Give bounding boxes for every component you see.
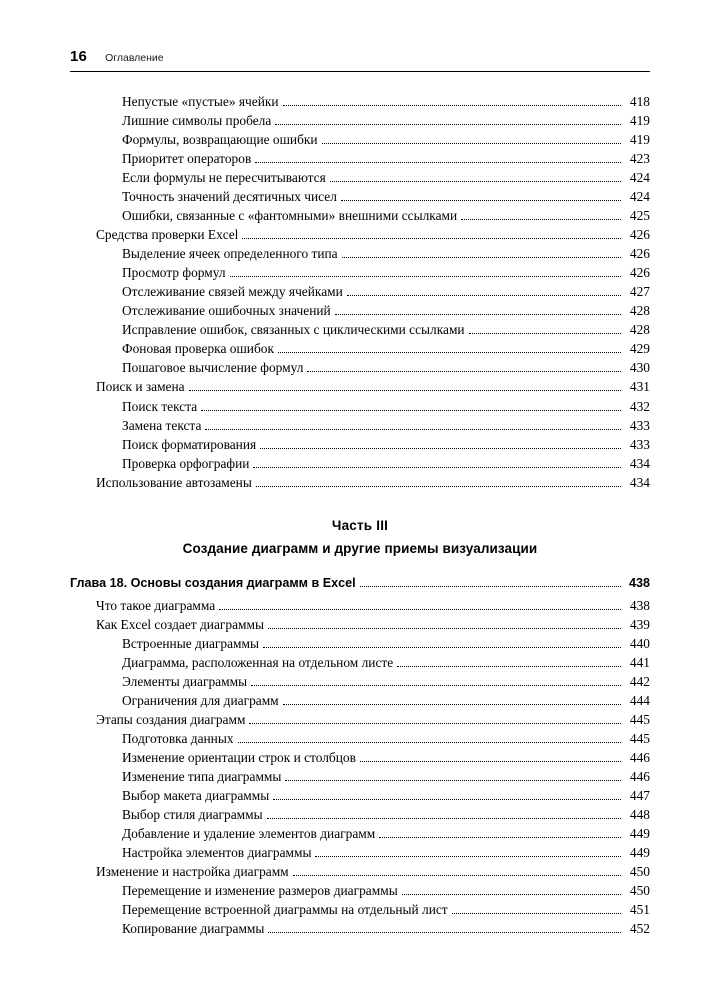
toc-entry[interactable] xyxy=(70,596,650,615)
leader-dots xyxy=(347,294,621,296)
leader-dots xyxy=(285,779,621,781)
leader-dots xyxy=(256,485,621,487)
toc-entry-label: Изменение типа диаграммы xyxy=(122,768,282,784)
leader-dots xyxy=(342,256,621,258)
toc-entry-label: Замена текста xyxy=(122,417,202,433)
toc-entry[interactable] xyxy=(70,454,650,473)
toc-entry[interactable] xyxy=(70,729,650,748)
toc-entry-label: Формулы, возвращающие ошибки xyxy=(122,132,318,148)
toc-entry-label: Поиск форматирования xyxy=(122,436,257,452)
toc-entry-page: 419 xyxy=(629,113,650,129)
toc-entry[interactable] xyxy=(70,710,650,729)
toc-entry-label: Поиск и замена xyxy=(96,379,185,395)
toc-entry-page: 446 xyxy=(629,749,650,765)
toc-entry-label: Что такое диаграмма xyxy=(96,597,216,613)
toc-entry-page: 433 xyxy=(629,417,650,433)
toc-list-bottom xyxy=(70,596,650,939)
leader-dots xyxy=(273,798,621,800)
leader-dots xyxy=(251,684,621,686)
toc-entry-page: 425 xyxy=(629,208,650,224)
toc-entry[interactable] xyxy=(70,282,650,301)
toc-entry-page: 447 xyxy=(629,787,650,803)
toc-entry-label: Ошибки, связанные с «фантомными» внешними ссылками xyxy=(122,208,458,224)
toc-entry[interactable] xyxy=(70,111,650,130)
leader-dots xyxy=(335,313,621,315)
page-number: 16 xyxy=(70,48,88,65)
toc-entry-page: 439 xyxy=(629,616,650,632)
toc-entry[interactable] xyxy=(70,416,650,435)
toc-entry-label: Выделение ячеек определенного типа xyxy=(122,246,338,262)
leader-dots xyxy=(219,608,621,610)
leader-dots xyxy=(315,855,621,857)
toc-entry-label: Подготовка данных xyxy=(122,730,234,746)
toc-entry[interactable] xyxy=(70,244,650,263)
leader-dots xyxy=(402,893,621,895)
toc-entry-page: 431 xyxy=(629,379,650,395)
toc-entry-label: Как Excel создает диаграммы xyxy=(96,616,264,632)
toc-entry-label: Выбор стиля диаграммы xyxy=(122,807,263,822)
toc-entry-label: Использование автозамены xyxy=(96,474,252,490)
toc-entry[interactable] xyxy=(70,397,650,416)
leader-dots xyxy=(307,370,621,372)
leader-dots xyxy=(249,722,621,724)
leader-dots xyxy=(267,817,621,819)
toc-entry-page: 432 xyxy=(629,398,650,414)
toc-entry[interactable] xyxy=(70,130,650,149)
toc-entry-page: 452 xyxy=(629,921,650,937)
part-number: Часть III xyxy=(331,517,389,533)
toc-entry-page: 428 xyxy=(629,303,650,319)
leader-dots xyxy=(330,180,621,182)
toc-entry-page: 423 xyxy=(629,151,650,167)
toc-entry[interactable] xyxy=(70,748,650,767)
toc-entry-label: Лишние символы пробела xyxy=(122,113,272,129)
toc-entry-page: 438 xyxy=(629,597,650,613)
toc-entry-page: 450 xyxy=(629,864,650,880)
toc-entry[interactable] xyxy=(70,225,650,244)
toc-list-bottom-wrap xyxy=(70,576,650,939)
toc-entry-page: 424 xyxy=(629,189,650,205)
toc-entry-page: 424 xyxy=(629,170,650,186)
toc-entry-page: 427 xyxy=(629,284,650,300)
toc-entry-label: Перемещение встроенной диаграммы на отдельный лист xyxy=(122,902,448,918)
toc-entry[interactable] xyxy=(70,358,650,377)
toc-entry-label: Добавление и удаление элементов диаграмм xyxy=(122,826,376,842)
toc-entry-label: Диаграмма, расположенная на отдельном листе xyxy=(122,654,394,670)
toc-entry-label: Выбор макета диаграммы xyxy=(122,787,270,803)
leader-dots xyxy=(201,409,621,411)
toc-entry-label: Поиск текста xyxy=(122,398,198,414)
toc-entry[interactable] xyxy=(70,862,650,881)
chapter-label: Глава 18. Основы создания диаграмм в Excel xyxy=(70,575,356,590)
toc-entry[interactable] xyxy=(70,187,650,206)
toc-entry-page: 449 xyxy=(629,845,650,861)
header-divider xyxy=(70,71,650,72)
leader-dots xyxy=(253,466,621,468)
leader-dots xyxy=(260,447,621,449)
toc-entry-label: Отслеживание связей между ячейками xyxy=(122,284,343,300)
toc-entry-page: 426 xyxy=(629,246,650,262)
leader-dots xyxy=(275,123,621,125)
toc-entry[interactable] xyxy=(70,786,650,805)
toc-entry-label: Просмотр формул xyxy=(122,265,226,281)
leader-dots xyxy=(461,218,621,220)
toc-entry-label: Перемещение и изменение размеров диаграммы xyxy=(122,883,398,899)
toc-entry-page: 445 xyxy=(629,730,650,746)
toc-entry[interactable] xyxy=(70,377,650,396)
toc-entry-page: 444 xyxy=(629,692,650,708)
chapter-page: 438 xyxy=(628,575,650,590)
toc-entry-page: 419 xyxy=(629,132,650,148)
toc-entry-label: Элементы диаграммы xyxy=(122,673,248,689)
leader-dots xyxy=(452,912,621,914)
leader-dots xyxy=(322,142,621,144)
toc-entry-page: 450 xyxy=(629,883,650,899)
leader-dots xyxy=(341,199,621,201)
toc-entry-label: Средства проверки Excel xyxy=(96,227,239,243)
toc-entry[interactable] xyxy=(70,881,650,900)
toc-entry[interactable] xyxy=(70,691,650,710)
toc-entry-page: 428 xyxy=(629,322,650,338)
toc-entry-label: Настройка элементов диаграммы xyxy=(122,845,312,861)
toc-entry-page: 449 xyxy=(629,826,650,842)
header-title: Оглавление xyxy=(105,52,164,64)
toc-entry[interactable] xyxy=(70,805,650,824)
toc-entry-page: 451 xyxy=(629,902,650,918)
toc-entry-page: 433 xyxy=(629,436,650,452)
leader-dots xyxy=(469,332,621,334)
toc-entry-label: Пошаговое вычисление формул xyxy=(122,360,304,376)
toc-entry-page: 430 xyxy=(629,360,650,376)
toc-entry[interactable] xyxy=(70,435,650,454)
leader-dots xyxy=(189,389,621,391)
toc-entry-label: Проверка орфографии xyxy=(122,455,250,471)
leader-dots xyxy=(242,237,621,239)
toc-entry-label: Этапы создания диаграмм xyxy=(96,711,246,727)
toc-entry[interactable] xyxy=(70,206,650,225)
toc-entry[interactable] xyxy=(70,634,650,653)
toc-entry-page: 448 xyxy=(629,807,650,822)
toc-entry-label: Копирование диаграммы xyxy=(122,921,265,937)
toc-entry[interactable] xyxy=(70,919,650,938)
toc-entry-label: Если формулы не пересчитываются xyxy=(122,170,326,186)
toc-entry[interactable] xyxy=(70,900,650,919)
chapter-entry[interactable] xyxy=(70,576,650,591)
leader-dots xyxy=(230,275,621,277)
toc-entry[interactable] xyxy=(70,263,650,282)
toc-entry-label: Изменение и настройка диаграмм xyxy=(96,864,289,880)
toc-entry-page: 429 xyxy=(629,341,650,357)
toc-entry-page: 418 xyxy=(629,94,650,109)
toc-entry[interactable] xyxy=(70,320,650,339)
toc-entry-page: 434 xyxy=(629,474,650,490)
toc-entry-page: 434 xyxy=(629,455,650,471)
leader-dots xyxy=(360,760,621,762)
leader-dots xyxy=(255,161,621,163)
leader-dots xyxy=(205,428,621,430)
toc-entry-label: Изменение ориентации строк и столбцов xyxy=(122,749,356,765)
leader-dots xyxy=(268,627,621,629)
toc-entry[interactable] xyxy=(70,339,650,358)
leader-dots xyxy=(263,646,621,648)
toc-entry[interactable] xyxy=(70,767,650,786)
toc-entry-page: 426 xyxy=(629,227,650,243)
toc-entry[interactable] xyxy=(70,824,650,843)
leader-dots xyxy=(293,874,621,876)
leader-dots xyxy=(278,351,621,353)
leader-dots xyxy=(397,665,621,667)
leader-dots xyxy=(283,703,621,705)
toc-entry[interactable] xyxy=(70,301,650,320)
toc-entry-label: Точность значений десятичных чисел xyxy=(122,189,337,205)
toc-entry[interactable] xyxy=(70,653,650,672)
toc-entry-page: 445 xyxy=(629,711,650,727)
toc-entry-label: Непустые «пустые» ячейки xyxy=(122,94,279,109)
leader-dots xyxy=(379,836,621,838)
toc-entry-page: 441 xyxy=(629,654,650,670)
leader-dots xyxy=(283,104,621,106)
part-title: Создание диаграмм и другие приемы визуализации xyxy=(182,540,538,556)
toc-entry-page: 426 xyxy=(629,265,650,281)
toc-entry[interactable] xyxy=(70,843,650,862)
toc-list-top xyxy=(70,92,650,492)
leader-dots xyxy=(268,931,621,933)
leader-dots xyxy=(360,585,621,587)
toc-entry[interactable] xyxy=(70,672,650,691)
leader-dots xyxy=(238,741,621,743)
toc-entry[interactable] xyxy=(70,92,650,111)
toc-entry[interactable] xyxy=(70,473,650,492)
toc-entry-page: 440 xyxy=(629,635,650,651)
toc-entry[interactable] xyxy=(70,615,650,634)
toc-entry[interactable] xyxy=(70,168,650,187)
toc-entry[interactable] xyxy=(70,149,650,168)
page-header xyxy=(0,0,708,65)
toc-entry-label: Отслеживание ошибочных значений xyxy=(122,303,331,319)
toc-entry-label: Исправление ошибок, связанных с циклическими ссылками xyxy=(122,322,465,338)
toc-entry-page: 446 xyxy=(629,768,650,784)
toc-entry-label: Встроенные диаграммы xyxy=(122,635,260,651)
toc-entry-label: Фоновая проверка ошибок xyxy=(122,341,274,357)
toc-entry-page: 442 xyxy=(629,673,650,689)
toc-entry-label: Приоритет операторов xyxy=(122,151,252,167)
part-heading xyxy=(70,518,650,556)
toc-entry-label: Ограничения для диаграмм xyxy=(122,692,279,708)
